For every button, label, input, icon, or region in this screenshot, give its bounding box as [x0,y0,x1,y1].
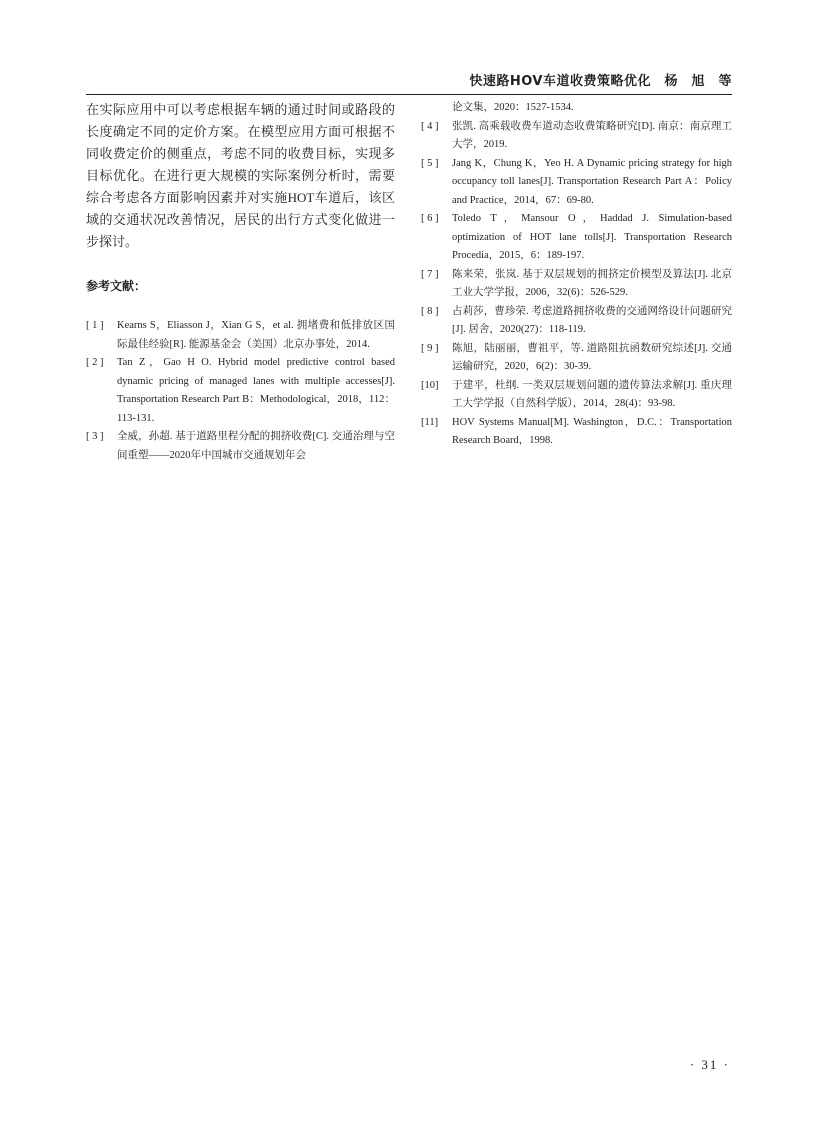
running-header: 快速路HOV车道收费策略优化 杨 旭 等 [469,74,732,89]
reference-item [421,377,732,414]
reference-item [421,414,732,451]
reference-item [421,303,732,340]
reference-item [421,118,732,155]
reference-item [86,317,395,354]
reference-text: 张凯. 高乘载收费车道动态收费策略研究[D]. 南京：南京理工大学，2019. [452,120,732,150]
reference-text: 占莉莎，曹珍荣. 考虑道路拥挤收费的交通网络设计问题研究[J]. 居舍，2020(27)：118-119. [452,305,732,335]
reference-number: [ 1 ] [86,320,104,331]
reference-item [86,354,395,428]
reference-list-right [421,99,732,451]
reference-list-left [86,317,395,465]
reference-number: [ 6 ] [421,213,439,224]
reference-text: 于建平，杜纲. 一类双层规划问题的遗传算法求解[J]. 重庆理工大学学报（自然科学版），2014，28(4)：93-98. [452,379,732,409]
reference-number: [10] [421,379,439,391]
reference-text: 论文集，2020：1527-1534. [452,102,574,113]
reference-number: [ 5 ] [421,157,439,169]
reference-number: [ 8 ] [421,305,439,317]
reference-text: Tan Z，Gao H O. Hybrid model predictive control based dynamic pricing of managed lanes with multiple accesses[J]. Transportation Research Part B：Methodological，2018，112：113-131. [117,357,395,424]
reference-number: [ 3 ] [86,431,104,442]
reference-item [421,99,732,118]
page-number: · 31 · [689,1057,730,1072]
reference-text: Toledo T，Mansour O，Haddad J. Simulation-based optimization of HOT lane tolls[J]. Transportation Research Procedia，2015，6：189-197. [452,213,732,261]
reference-text: 陈来荣，张岚. 基于双层规划的拥挤定价模型及算法[J]. 北京工业大学学报，2006，32(6)：526-529. [452,268,732,298]
header-rule [86,94,732,95]
reference-item [421,155,732,211]
left-column [86,99,395,465]
reference-number: [ 2 ] [86,357,104,368]
reference-item [86,428,395,465]
references-heading: 参考文献： [86,279,147,293]
reference-item [421,266,732,303]
reference-number: [ 7 ] [421,268,439,280]
reference-item [421,340,732,377]
reference-number: [ 4 ] [421,120,439,132]
reference-item [421,210,732,266]
conclusion-paragraph: 在实际应用中可以考虑根据车辆的通过时间或路段的长度确定不同的定价方案。在模型应用方面可根据不同收费定价的侧重点，考虑不同的收费目标，实现多目标优化。在进行更大规模的实际案例分析时，需要综合考虑各方面影响因素并对实施HOT车道后，该区域的交通状况改善情况，居民的出行方式变化做进一步探讨。 [86,102,395,249]
reference-text: Jang K，Chung K，Yeo H. A Dynamic pricing strategy for high occupancy toll lanes[J]. Transportation Research Part A：Policy and Practice，2014，67：69-80. [452,157,732,206]
reference-text: 陈旭，陆丽丽，曹祖平，等. 道路阻抗函数研究综述[J]. 交通运输研究，2020，6(2)：30-39. [452,342,732,372]
reference-text: 全威，孙超. 基于道路里程分配的拥挤收费[C]. 交通治理与空间重塑——2020年中国城市交通规划年会 [117,431,395,461]
right-column [421,99,732,451]
reference-text: Kearns S，Eliasson J，Xian G S，et al. 拥堵费和低排放区国际最佳经验[R]. 能源基金会（美国）北京办事处，2014. [117,320,395,350]
reference-number: [11] [421,416,439,428]
reference-number: [ 9 ] [421,342,439,354]
reference-text: HOV Systems Manual[M]. Washington，D.C.：Transportation Research Board，1998. [452,416,732,446]
